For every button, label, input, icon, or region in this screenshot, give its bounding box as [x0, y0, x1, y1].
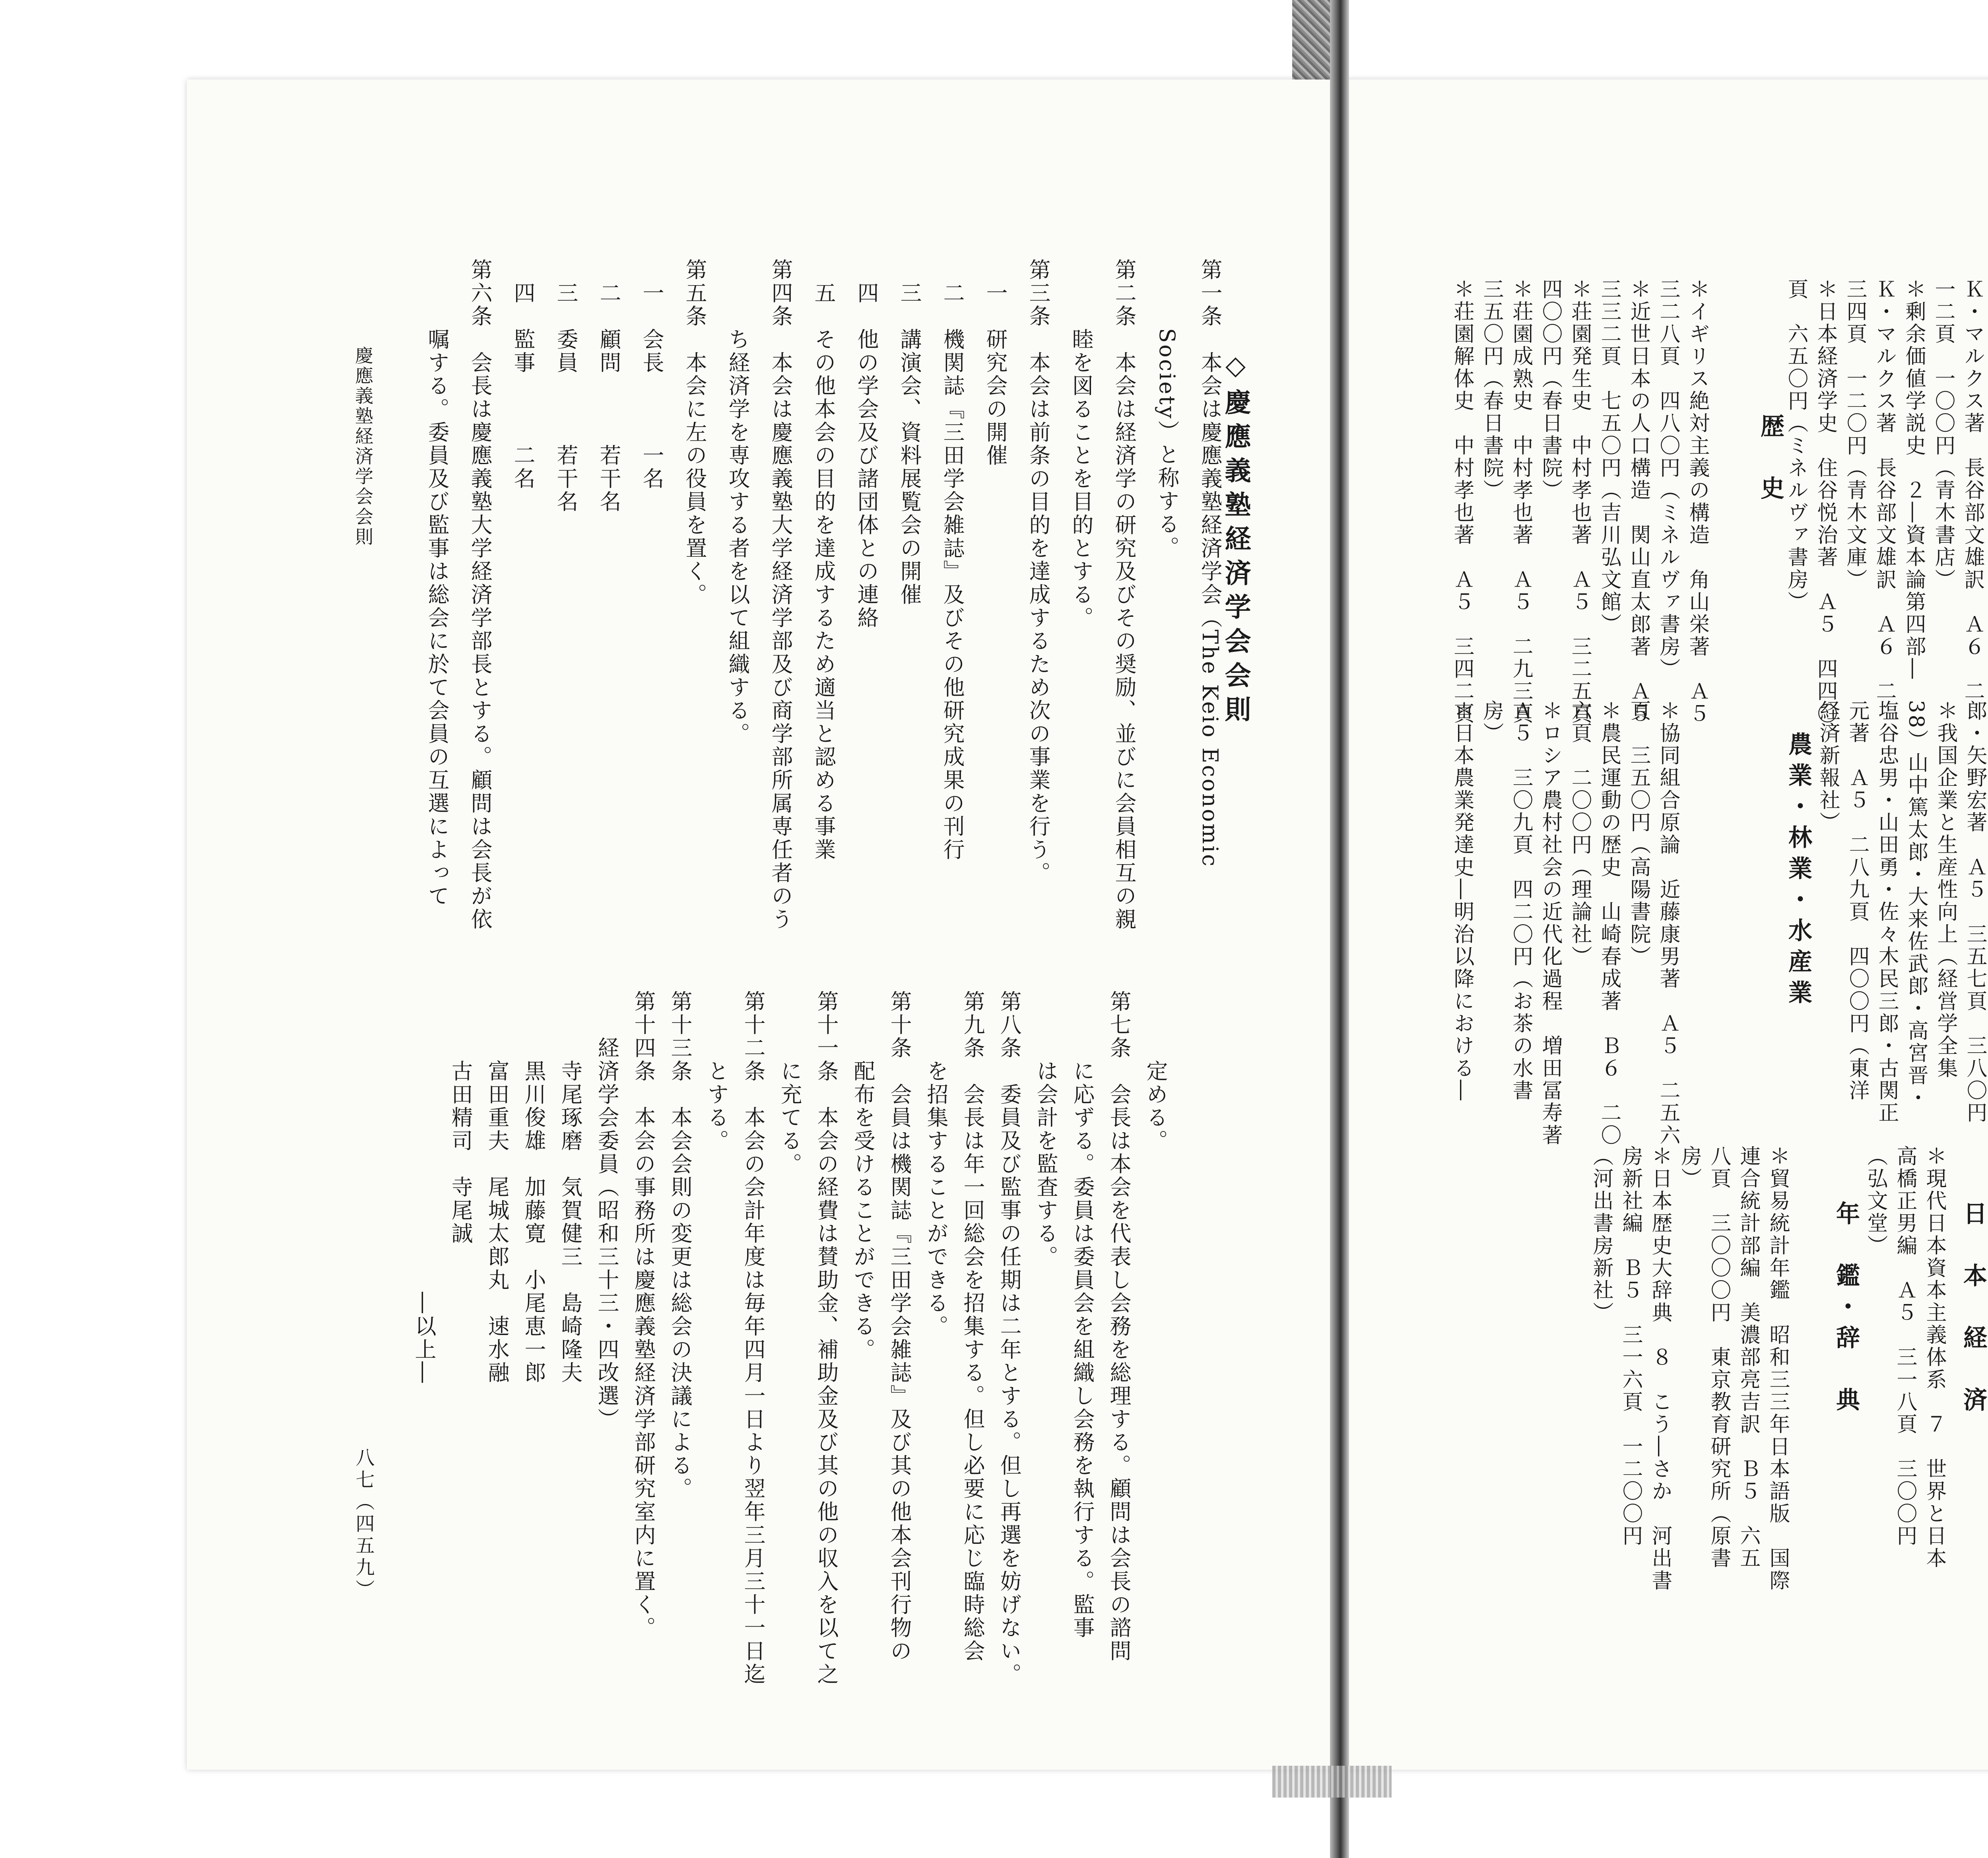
section-heading-history: 歴 史	[1757, 414, 1784, 507]
book-spine	[1330, 0, 1349, 1858]
bylaws-title: ◇慶應義塾経済学会会則	[1220, 350, 1251, 730]
section-heading-yearbook: 年 鑑・辞 典	[1832, 1201, 1860, 1418]
spine-shadow-bottom	[1272, 1766, 1392, 1798]
entries-theory: Ｋ・マルクス著 長谷部文雄訳 Ａ６ 二 一二頁 一〇〇円（青木書店） ＊剰余価値学説史 ２―資本論第四部― Ｋ・マルクス著 長谷部文雄訳 Ａ６ 二 三四頁 一二〇円（青木文庫） ＊日本経済学史 住谷悦治著 Ａ５ 四四〇 頁 六五〇円（ミネルヴァ書房）	[1784, 278, 1984, 725]
left-page-number: 八七（四五九）	[352, 1448, 375, 1601]
section-heading-agriculture: 農業・林業・水産業	[1784, 732, 1812, 1011]
entries-japan-economy: ＊現代日本資本主義体系 ７ 世界と日本 高橋正男編 Ａ５ 三一八頁 三〇〇円 （弘文堂）	[1864, 1145, 1946, 1570]
section-heading-japan-economy: 日 本 経 済	[1959, 1201, 1987, 1418]
entries-commerce: 郎・矢野宏著 Ａ５ 三五七頁 三八〇円 ＊我国企業と生産性向上（経営学全集 38）山中篤太郎・大来佐武郎・高宮晋・ 塩谷忠男・山田勇・佐々木民三郎・古関正 元著 Ａ５ 二八九頁 四〇〇円（東洋 経済新報社）	[1816, 700, 1987, 1125]
entries-agriculture: ＊協同組合原論 近藤康男著 Ａ５ 二五六 頁 三五〇円（高陽書院） ＊農民運動の歴史 山崎春成著 Ｂ６ 二〇 六頁 二〇〇円（理論社） ＊ロシア農村社会の近代化過程 増田冨寿著 Ａ５ 三〇九頁 四二〇円（お茶の水書 房） ＊日本農業発達史―明治以降における―	[1450, 700, 1680, 1147]
entries-history: ＊イギリス絶対主義の構造 角山栄著 Ａ５ 三二八頁 四八〇円（ミネルヴァ書房） ＊近世日本の人口構造 関山直太郎著 Ａ５ 三三二頁 七五〇円（吉川弘文館） ＊荘園発生史 中村孝也著 Ａ５ 三二五頁 四〇〇円（春日書院） ＊荘園成熟史 中村孝也著 Ａ５ 二九三頁 三五〇円（春日書院） ＊荘園解体史 中村孝也著 Ａ５ 三四二頁	[1450, 278, 1709, 725]
bylaws-articles-7-14: 定める。 第七条 会長は本会を代表し会務を総理する。顧問は会長の諮問 に応ずる。委員は委員会を組織し会務を執行する。監事 は会計を監査する。 第八条 委員及び監事の任期は二年とする。但し再選を妨げない。 第九条 会長は年一回総会を招集する。但し必要に応じ臨時総会 を招集することができる。 第十条 会員は機関誌『三田学会雑誌』及び其の他本会刊行物の 配布を受けることができる。 第十一条 本会の経費は賛助金、補助金及び其の他の収入を以て之 に充てる。 第十二条 本会の会計年度は毎年四月一日より翌年三月三十一日迄 とする。 第十三条 本会会則の変更は総会の決議による。 第十四条 本会の事務所は慶應義塾経済学部研究室内に置く。 経済学会委員（昭和三十三・四改選） 寺尾琢磨 気賀健三 島崎隆夫 黒川俊雄 加藤寛 小尾恵一郎 富田重夫 尾城太郎丸 速水融 古田精司 寺尾誠 ―以上―	[412, 990, 1168, 1686]
bylaws-articles-1-6: 第一条 本会は慶應義塾経済学会（The Keio Economic Society）と称する。 第二条 本会は経済学の研究及びその奨励、並びに会員相互の親 睦を図ることを目的とする。 第三条 本会は前条の目的を達成するため次の事業を行う。 一 研究会の開催 二 機関誌『三田学会雑誌』及びその他研究成果の刊行 三 講演会、資料展覧会の開催 四 他の学会及び諸団体との連絡 五 その他本会の目的を達成するため適当と認める事業 第四条 本会は慶應義塾大学経済学部及び商学部所属専任者のう ち経済学を専攻する者を以て組織する。 第五条 本会に左の役員を置く。 一 会長 一名 二 顧問 若干名 三 委員 若干名 四 監事 二名 第六条 会長は慶應義塾大学経済学部長とする。顧問は会長が依 嘱する。委員及び監事は総会に於て会員の互選によって	[425, 258, 1223, 931]
bylaws-footer: 慶應義塾経済学会会則	[352, 346, 374, 547]
entries-yearbook: ＊貿易統計年鑑 昭和三三年日本語版 国際 連合統計部編 美濃部亮吉訳 Ｂ５ 六五 八頁 三〇〇〇円 東京教育研究所（原書 房） ＊日本歴史大辞典 ８ こう―さか 河出書 房新社編 Ｂ５ 三一六頁 一二〇〇円 （河出書房新社）	[1589, 1145, 1790, 1592]
